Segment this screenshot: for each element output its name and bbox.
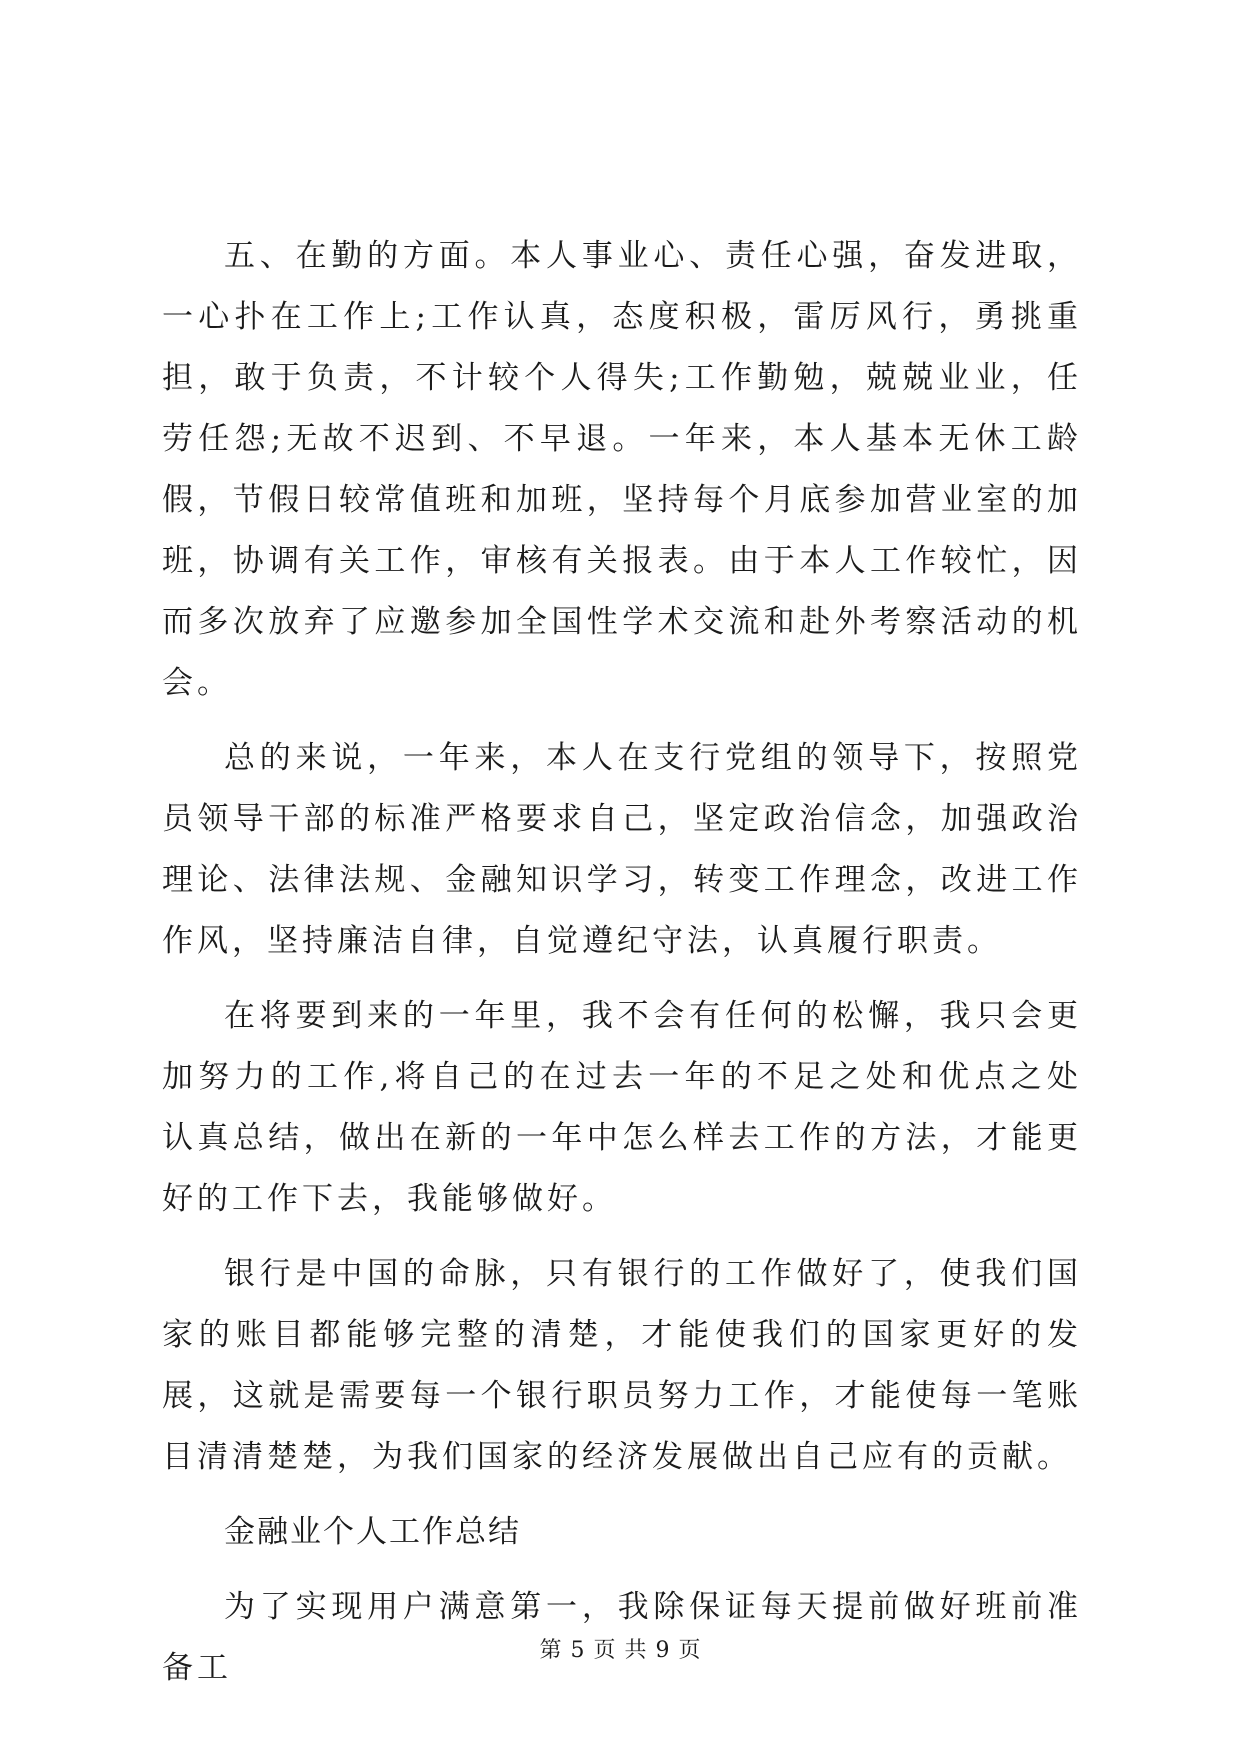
paragraph-customer-satisfaction: 为了实现用户满意第一，我除保证每天提前做好班前准备工	[162, 1589, 1082, 1686]
paragraph-next-year: 在将要到来的一年里，我不会有任何的松懈，我只会更加努力的工作,将自己的在过去一年的不足之处和优点之处认真总结，做出在新的一年中怎么样去工作的方法，才能更好的工作下去，我能够做好。	[162, 998, 1082, 1217]
document-body	[162, 226, 1082, 1713]
paragraph-diligence: 五、在勤的方面。本人事业心、责任心强，奋发进取，一心扑在工作上;工作认真，态度积极，雷厉风行，勇挑重担，敢于负责，不计较个人得失;工作勤勉，兢兢业业，任劳任怨;无故不迟到、不早退。一年来，本人基本无休工龄假，节假日较常值班和加班，坚持每个月底参加营业室的加班，协调有关工作，审核有关报表。由于本人工作较忙，因而多次放弃了应邀参加全国性学术交流和赴外考察活动的机会。	[162, 238, 1082, 701]
paragraph-summary: 总的来说，一年来，本人在支行党组的领导下，按照党员领导干部的标准严格要求自己，坚定政治信念，加强政治理论、法律法规、金融知识学习，转变工作理念，改进工作作风，坚持廉洁自律，自觉遵纪守法，认真履行职责。	[162, 740, 1082, 959]
page-number-footer: 第 5 页 共 9 页	[539, 1638, 702, 1663]
section-heading: 金融业个人工作总结	[224, 1514, 521, 1550]
paragraph-bank-importance: 银行是中国的命脉，只有银行的工作做好了，使我们国家的账目都能够完整的清楚，才能使我们的国家更好的发展，这就是需要每一个银行职员努力工作，才能使每一笔账目清清楚楚，为我们国家的经济发展做出自己应有的贡献。	[162, 1256, 1082, 1475]
